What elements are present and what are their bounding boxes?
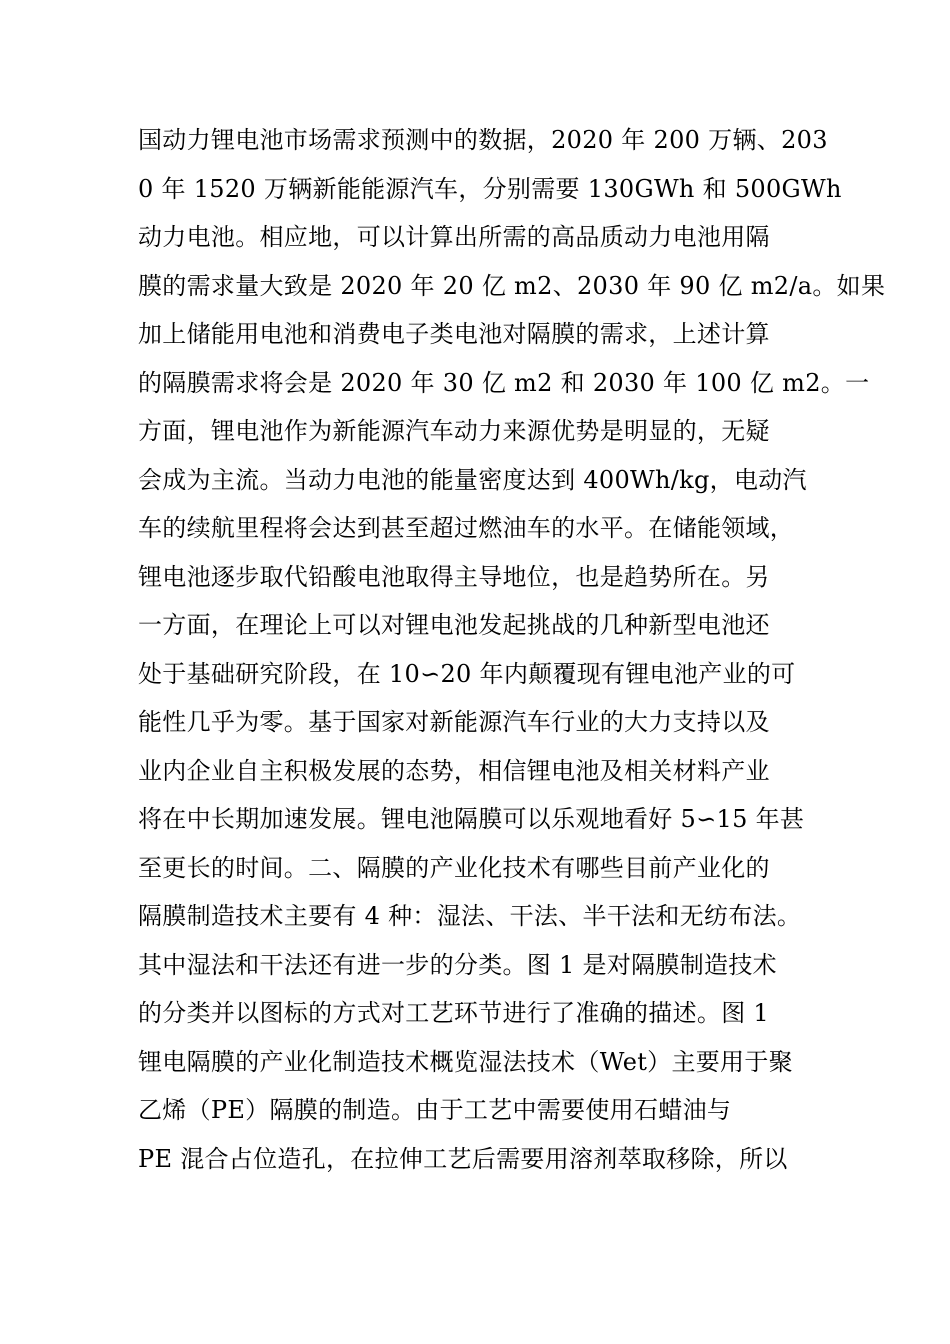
text-line-20: 锂电隔膜的产业化制造技术概览湿法技术（Wet）主要用于聚 <box>138 1047 793 1076</box>
text-line-18: 其中湿法和干法还有进一步的分类。图 1 是对隔膜制造技术 <box>138 950 777 979</box>
text-line-17: 隔膜制造技术主要有 4 种：湿法、干法、半干法和无纺布法。 <box>138 902 802 930</box>
text-line-1: 国动力锂电池市场需求预测中的数据，2020 年 200 万辆、203 <box>138 126 828 154</box>
text-line-16: 至更长的时间。二、隔膜的产业化技术有哪些目前产业化的 <box>138 853 770 882</box>
text-line-12: 处于基础研究阶段，在 10∽20 年内颠覆现有锂电池产业的可 <box>138 659 796 688</box>
text-line-6: 的隔膜需求将会是 2020 年 30 亿 m2 和 2030 年 100 亿 m2。一 <box>138 368 870 397</box>
text-line-7: 方面，锂电池作为新能源汽车动力来源优势是明显的，无疑 <box>138 417 770 445</box>
text-line-13: 能性几乎为零。基于国家对新能源汽车行业的大力支持以及 <box>138 708 770 736</box>
text-line-4: 膜的需求量大致是 2020 年 20 亿 m2、2030 年 90 亿 m2/a。如果 <box>138 271 886 300</box>
body-text <box>138 116 886 1183</box>
text-line-19: 的分类并以图标的方式对工艺环节进行了准确的描述。图 1 <box>138 999 769 1027</box>
text-line-14: 业内企业自主积极发展的态势，相信锂电池及相关材料产业 <box>138 756 770 785</box>
text-line-5: 加上储能用电池和消费电子类电池对隔膜的需求，上述计算 <box>138 320 770 348</box>
text-line-8: 会成为主流。当动力电池的能量密度达到 400Wh/kg，电动汽 <box>138 465 807 494</box>
text-line-10: 锂电池逐步取代铅酸电池取得主导地位，也是趋势所在。另 <box>138 562 770 591</box>
text-line-21: 乙烯（PE）隔膜的制造。由于工艺中需要使用石蜡油与 <box>138 1096 732 1124</box>
text-line-22: PE 混合占位造孔，在拉伸工艺后需要用溶剂萃取移除，所以 <box>138 1144 788 1173</box>
text-line-2: 0 年 1520 万辆新能能源汽车，分别需要 130GWh 和 500GWh <box>138 174 842 203</box>
text-line-11: 一方面，在理论上可以对锂电池发起挑战的几种新型电池还 <box>138 611 770 639</box>
text-line-9: 车的续航里程将会达到甚至超过燃油车的水平。在储能领域， <box>138 514 795 542</box>
text-line-3: 动力电池。相应地，可以计算出所需的高品质动力电池用隔 <box>138 223 770 251</box>
text-line-15: 将在中长期加速发展。锂电池隔膜可以乐观地看好 5∽15 年甚 <box>138 805 805 833</box>
